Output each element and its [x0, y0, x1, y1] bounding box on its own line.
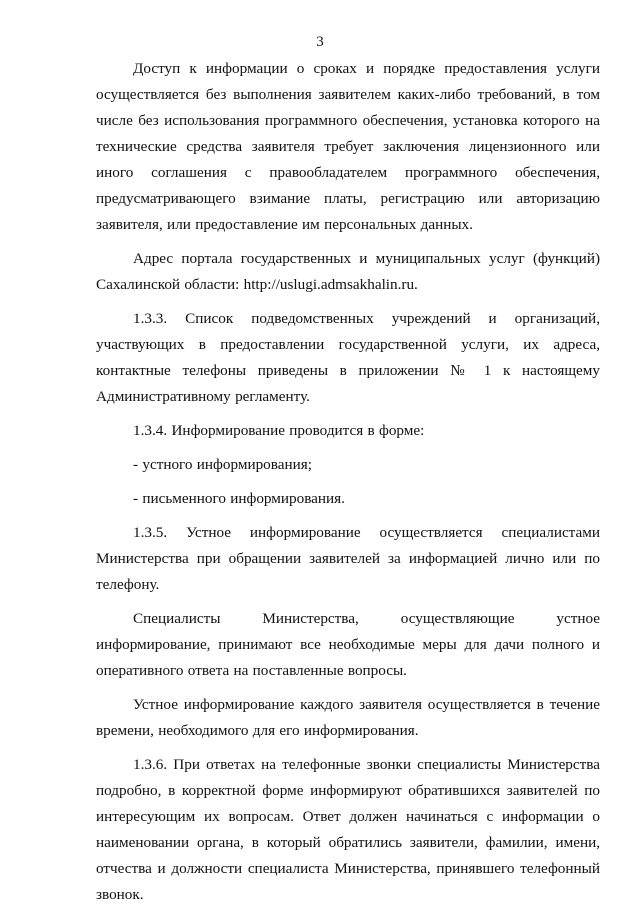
paragraph-1-3-6: 1.3.6. При ответах на телефонные звонки специалисты Министерства подробно, в корректной форме информируют обратившихся заявителей по интересующим их вопросам. Ответ должен начинаться с информации о наименовании органа, в который обратились заявители, фамилии, имени, отчества и должности специалиста Министерства, принявшего телефонный звонок. — [96, 756, 600, 903]
paragraph-specialists: Специалисты Министерства, осуществляющие устное информирование, принимают все необходимые меры для дачи полного и оперативного ответа на поставленные вопросы. — [96, 610, 600, 679]
paragraph-portal-address: Адрес портала государственных и муниципальных услуг (функций) Сахалинской области: http://uslugi.admsakhalin.ru. — [96, 250, 600, 293]
paragraph-1-3-3: 1.3.3. Список подведомственных учреждений и организаций, участвующих в предоставлении государственной услуги, их адреса, контактные телефоны приведены в приложении № 1 к настоящему Административному регламенту. — [96, 310, 600, 405]
list-item-written: - письменного информирования. — [133, 490, 345, 507]
page-number: 3 — [316, 34, 324, 50]
paragraph-1-3-5: 1.3.5. Устное информирование осуществляется специалистами Министерства при обращении заявителей за информацией лично или по телефону. — [96, 524, 600, 593]
paragraph-1-3-4: 1.3.4. Информирование проводится в форме: — [133, 422, 425, 439]
list-item-oral: - устного информирования; — [133, 456, 312, 473]
document-body — [96, 56, 600, 908]
paragraph-oral-duration: Устное информирование каждого заявителя осуществляется в течение времени, необходимого для его информирования. — [96, 696, 600, 739]
paragraph-access-info: Доступ к информации о сроках и порядке предоставления услуги осуществляется без выполнения заявителем каких-либо требований, в том числе без использования программного обеспечения, установка которого на технические средства заявителя требует заключения лицензионного или иного соглашения с правообладателем программного обеспечения, предусматривающего взимание платы, регистрацию или авторизацию заявителя, или предоставление им персональных данных. — [96, 60, 600, 233]
